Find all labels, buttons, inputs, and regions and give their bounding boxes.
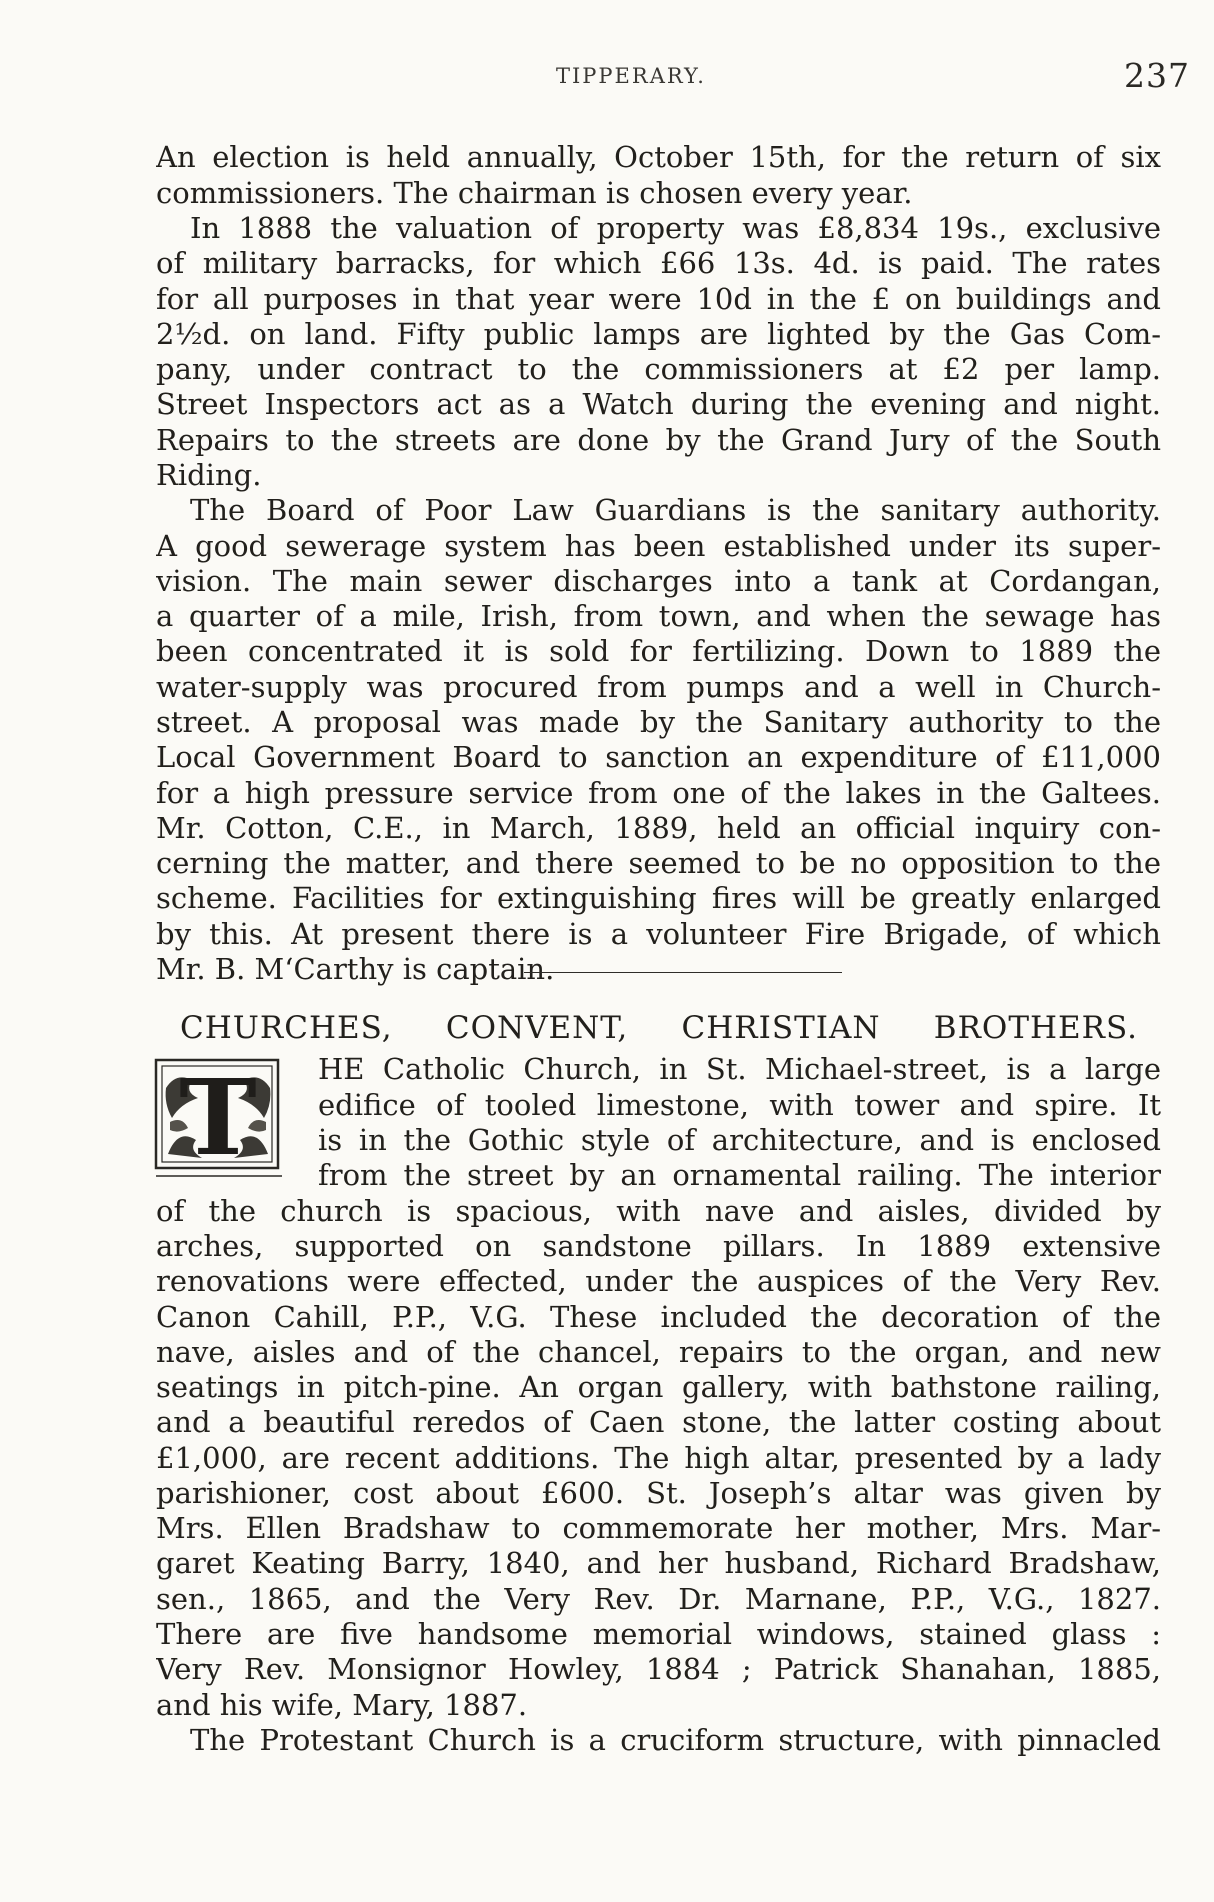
text-line: cerning the matter, and there seemed to be no opposition to the (156, 846, 1161, 880)
text-line: Local Government Board to sanction an expenditure of £11,000 (156, 740, 1161, 774)
text-line: been concentrated it is sold for fertilizing. Down to 1889 the (156, 634, 1161, 668)
section-rule (524, 972, 842, 973)
text-line: Mr. Cotton, C.E., in March, 1889, held an official inquiry con- (156, 811, 1161, 845)
text-line: 2½d. on land. Fifty public lamps are lighted by the Gas Com- (156, 317, 1161, 351)
text-line: HE Catholic Church, in St. Michael-street, is a large (318, 1052, 1161, 1086)
page-number: 237 (1124, 56, 1190, 95)
text-line: garet Keating Barry, 1840, and her husband, Richard Bradshaw, (156, 1546, 1161, 1580)
text-line: a quarter of a mile, Irish, from town, and when the sewage has (156, 599, 1161, 633)
text-line: Mr. B. M‘Carthy is captain. (156, 952, 555, 986)
text-line: and a beautiful reredos of Caen stone, the latter costing about (156, 1405, 1161, 1439)
text-line: Mrs. Ellen Bradshaw to commemorate her mother, Mrs. Mar- (156, 1511, 1161, 1545)
text-line: water-supply was procured from pumps and a well in Church- (156, 670, 1161, 704)
text-line: renovations were effected, under the auspices of the Very Rev. (156, 1264, 1161, 1298)
text-line: An election is held annually, October 15th, for the return of six (156, 140, 1161, 174)
text-line: Very Rev. Monsignor Howley, 1884 ; Patrick Shanahan, 1885, (156, 1652, 1161, 1686)
text-line: edifice of tooled limestone, with tower and spire. It (318, 1088, 1161, 1122)
text-line: pany, under contract to the commissioners at £2 per lamp. (156, 352, 1161, 386)
text-line: There are five handsome memorial windows, stained glass : (156, 1617, 1161, 1651)
text-line: Riding. (156, 458, 262, 492)
text-line: sen., 1865, and the Very Rev. Dr. Marnane, P.P., V.G., 1827. (156, 1582, 1161, 1616)
text-line: vision. The main sewer discharges into a tank at Cordangan, (156, 564, 1161, 598)
text-line: street. A proposal was made by the Sanitary authority to the (156, 705, 1161, 739)
text-line: is in the Gothic style of architecture, and is enclosed (318, 1123, 1161, 1157)
text-line: Repairs to the streets are done by the Grand Jury of the South (156, 423, 1161, 457)
drop-cap-letter: T (179, 1058, 257, 1179)
drop-cap-ornament (154, 1058, 284, 1180)
text-line: A good sewerage system has been established under its super- (156, 529, 1161, 563)
text-line: The Board of Poor Law Guardians is the sanitary authority. (190, 493, 1161, 527)
text-line: seatings in pitch-pine. An organ gallery, with bathstone railing, (156, 1370, 1161, 1404)
text-line: Street Inspectors act as a Watch during the evening and night. (156, 387, 1161, 421)
text-line: and his wife, Mary, 1887. (156, 1688, 528, 1722)
text-line: arches, supported on sandstone pillars. In 1889 extensive (156, 1229, 1161, 1263)
text-line: for a high pressure service from one of the lakes in the Galtees. (156, 776, 1161, 810)
text-line: commissioners. The chairman is chosen every year. (156, 176, 913, 210)
text-line: of the church is spacious, with nave and aisles, divided by (156, 1194, 1161, 1228)
section-heading: CHURCHES, CONVENT, CHRISTIAN BROTHERS. (180, 1010, 1138, 1046)
text-line: Canon Cahill, P.P., V.G. These included the decoration of the (156, 1300, 1161, 1334)
text-line: parishioner, cost about £600. St. Joseph’s altar was given by (156, 1476, 1161, 1510)
text-line: The Protestant Church is a cruciform structure, with pinnacled (190, 1723, 1161, 1757)
text-line: scheme. Facilities for extinguishing fires will be greatly enlarged (156, 881, 1161, 915)
text-line: for all purposes in that year were 10d in the £ on buildings and (156, 282, 1161, 316)
text-line: £1,000, are recent additions. The high altar, presented by a lady (156, 1441, 1161, 1475)
running-head: TIPPERARY. (556, 64, 706, 88)
text-line: by this. At present there is a volunteer Fire Brigade, of which (156, 917, 1161, 951)
text-line: In 1888 the valuation of property was £8,834 19s., exclusive (190, 211, 1161, 245)
text-line: of military barracks, for which £66 13s. 4d. is paid. The rates (156, 246, 1161, 280)
text-line: nave, aisles and of the chancel, repairs to the organ, and new (156, 1335, 1161, 1369)
text-line: from the street by an ornamental railing. The interior (318, 1158, 1161, 1192)
